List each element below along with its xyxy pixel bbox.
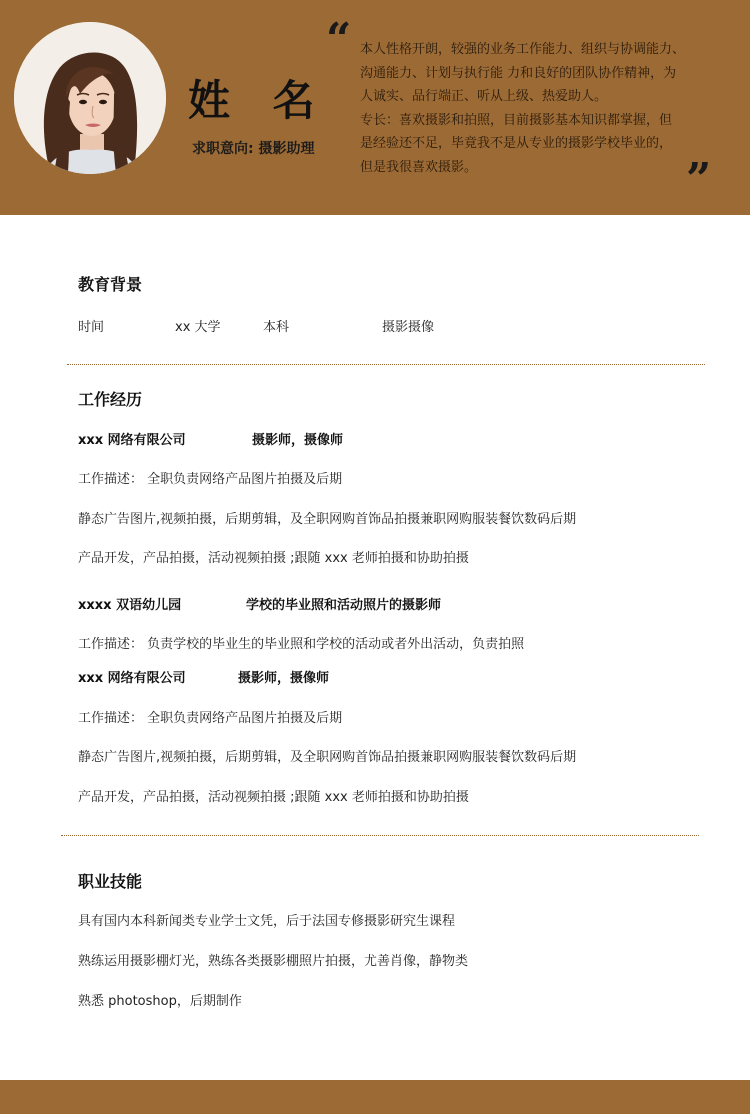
intro-line: 本人性格开朗，较强的业务工作能力、组织与协调能力、 (360, 42, 686, 57)
job-company: xxx 网络有限公司 (78, 671, 186, 686)
section-divider (61, 835, 699, 836)
intro-line: 专长：喜欢摄影和拍照，目前摄影基本知识都掌握，但 (360, 112, 673, 128)
job-description: 工作描述： 负责学校的毕业生的毕业照和学校的活动或者外出活动，负责拍照 (78, 637, 525, 652)
job-company: xxxx 双语幼儿园 (78, 598, 182, 613)
job-role: 摄影师，摄像师 (238, 671, 330, 686)
skills-title: 职业技能 (78, 872, 143, 891)
skill-line: 熟悉 photoshop，后期制作 (78, 994, 242, 1009)
education-degree: 本科 (263, 320, 290, 335)
job-description: 产品开发，产品拍摄，活动视频拍摄 ;跟随 xxx 老师拍摄和协助拍摄 (78, 790, 469, 805)
job-description: 产品开发，产品拍摄，活动视频拍摄 ;跟随 xxx 老师拍摄和协助拍摄 (78, 551, 469, 566)
intro-line: 是经验还不足，毕竟我不是从专业的摄影学校毕业的， (360, 136, 673, 151)
intro-line: 人诚实、品行端正、听从上级、热爱助人。 (360, 89, 608, 104)
job-role: 摄影师，摄像师 (252, 433, 344, 448)
self-introduction (360, 38, 712, 179)
skill-line: 具有国内本科新闻类专业学士文凭，后于法国专修摄影研究生课程 (78, 914, 456, 929)
skill-line: 熟练运用摄影棚灯光，熟练各类摄影棚照片拍摄，尤善肖像，静物类 (78, 954, 469, 969)
portrait-photo (14, 22, 166, 174)
header-band (0, 0, 750, 215)
job-role: 学校的毕业照和活动照片的摄影师 (246, 598, 442, 613)
intro-line: 沟通能力、计划与执行能 力和良好的团队协作精神，为 (360, 65, 677, 81)
close-quote-icon: ” (686, 154, 712, 205)
candidate-name: 姓 名 (188, 76, 329, 125)
education-title: 教育背景 (78, 275, 143, 294)
section-divider (67, 364, 705, 365)
work-title: 工作经历 (78, 390, 143, 409)
job-target: 求职意向: 摄影助理 (192, 141, 315, 157)
avatar (14, 22, 166, 174)
open-quote-icon: “ (326, 14, 352, 65)
job-description: 工作描述： 全职负责网络产品图片拍摄及后期 (78, 472, 343, 487)
job-description: 工作描述： 全职负责网络产品图片拍摄及后期 (78, 711, 343, 726)
intro-line: 但是我很喜欢摄影。 (360, 159, 478, 175)
footer-band (0, 1080, 750, 1114)
education-time: 时间 (78, 320, 105, 335)
education-major: 摄影摄像 (382, 320, 435, 335)
job-description: 静态广告图片,视频拍摄，后期剪辑，及全职网购首饰品拍摄兼职网购服装餐饮数码后期 (78, 512, 577, 527)
job-company: xxx 网络有限公司 (78, 433, 186, 448)
job-description: 静态广告图片,视频拍摄，后期剪辑，及全职网购首饰品拍摄兼职网购服装餐饮数码后期 (78, 750, 577, 765)
education-school: xx 大学 (175, 320, 221, 335)
